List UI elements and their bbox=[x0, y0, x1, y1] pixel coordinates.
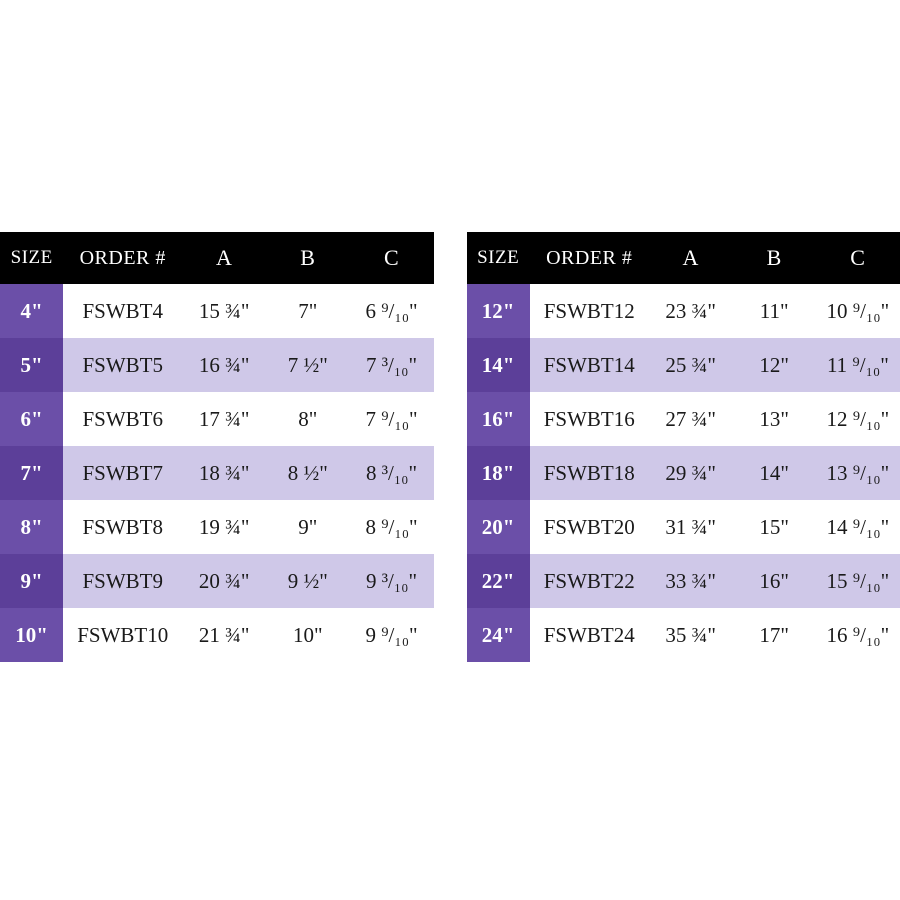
cell-dimension-c: 8 ³/₁₀" bbox=[350, 446, 434, 500]
cell-order-number: FSWBT6 bbox=[63, 392, 182, 446]
table-row bbox=[0, 338, 434, 392]
cell-dimension-b: 14" bbox=[733, 446, 816, 500]
cell-size: 8" bbox=[0, 500, 63, 554]
cell-dimension-c: 7 ³/₁₀" bbox=[350, 338, 434, 392]
cell-dimension-b: 9" bbox=[266, 500, 349, 554]
cell-order-number: FSWBT8 bbox=[63, 500, 182, 554]
cell-order-number: FSWBT9 bbox=[63, 554, 182, 608]
cell-order-number: FSWBT22 bbox=[530, 554, 649, 608]
cell-dimension-a: 25 ¾" bbox=[649, 338, 733, 392]
header-dimension-a: A bbox=[182, 232, 266, 284]
cell-order-number: FSWBT5 bbox=[63, 338, 182, 392]
cell-dimension-b: 13" bbox=[733, 392, 816, 446]
cell-dimension-c: 13 ⁹/₁₀" bbox=[816, 446, 900, 500]
cell-dimension-a: 29 ¾" bbox=[649, 446, 733, 500]
header-dimension-a: A bbox=[649, 232, 733, 284]
header-dimension-b: B bbox=[266, 232, 349, 284]
right-size-table bbox=[467, 232, 900, 662]
cell-dimension-b: 7 ½" bbox=[266, 338, 349, 392]
cell-dimension-c: 12 ⁹/₁₀" bbox=[816, 392, 900, 446]
cell-dimension-c: 16 ⁹/₁₀" bbox=[816, 608, 900, 662]
cell-size: 7" bbox=[0, 446, 63, 500]
cell-size: 9" bbox=[0, 554, 63, 608]
cell-size: 22" bbox=[467, 554, 530, 608]
cell-order-number: FSWBT16 bbox=[530, 392, 649, 446]
header-size: SIZE bbox=[0, 232, 63, 284]
table-row bbox=[0, 554, 434, 608]
cell-order-number: FSWBT20 bbox=[530, 500, 649, 554]
cell-size: 5" bbox=[0, 338, 63, 392]
table-row bbox=[467, 608, 900, 662]
cell-dimension-c: 15 ⁹/₁₀" bbox=[816, 554, 900, 608]
cell-dimension-b: 17" bbox=[733, 608, 816, 662]
right-table-body bbox=[467, 284, 900, 662]
cell-dimension-a: 33 ¾" bbox=[649, 554, 733, 608]
header-dimension-b: B bbox=[733, 232, 816, 284]
table-row bbox=[467, 446, 900, 500]
cell-dimension-c: 14 ⁹/₁₀" bbox=[816, 500, 900, 554]
table-header-row bbox=[467, 232, 900, 284]
cell-dimension-b: 9 ½" bbox=[266, 554, 349, 608]
cell-dimension-a: 23 ¾" bbox=[649, 284, 733, 338]
cell-dimension-b: 10" bbox=[266, 608, 349, 662]
cell-dimension-a: 19 ¾" bbox=[182, 500, 266, 554]
cell-dimension-a: 20 ¾" bbox=[182, 554, 266, 608]
header-order-number: ORDER # bbox=[63, 232, 182, 284]
cell-dimension-a: 27 ¾" bbox=[649, 392, 733, 446]
cell-dimension-c: 9 ³/₁₀" bbox=[350, 554, 434, 608]
cell-dimension-a: 15 ¾" bbox=[182, 284, 266, 338]
cell-dimension-c: 9 ⁹/₁₀" bbox=[350, 608, 434, 662]
cell-dimension-a: 18 ¾" bbox=[182, 446, 266, 500]
cell-dimension-a: 31 ¾" bbox=[649, 500, 733, 554]
cell-dimension-c: 8 ⁹/₁₀" bbox=[350, 500, 434, 554]
cell-dimension-a: 16 ¾" bbox=[182, 338, 266, 392]
cell-size: 20" bbox=[467, 500, 530, 554]
cell-dimension-c: 11 ⁹/₁₀" bbox=[816, 338, 900, 392]
cell-dimension-b: 15" bbox=[733, 500, 816, 554]
cell-size: 18" bbox=[467, 446, 530, 500]
cell-dimension-c: 6 ⁹/₁₀" bbox=[350, 284, 434, 338]
cell-order-number: FSWBT14 bbox=[530, 338, 649, 392]
table-row bbox=[0, 500, 434, 554]
cell-order-number: FSWBT24 bbox=[530, 608, 649, 662]
table-row bbox=[0, 392, 434, 446]
cell-dimension-a: 35 ¾" bbox=[649, 608, 733, 662]
cell-size: 6" bbox=[0, 392, 63, 446]
cell-order-number: FSWBT4 bbox=[63, 284, 182, 338]
table-row bbox=[467, 500, 900, 554]
cell-order-number: FSWBT10 bbox=[63, 608, 182, 662]
cell-size: 24" bbox=[467, 608, 530, 662]
table-row bbox=[0, 284, 434, 338]
table-row bbox=[467, 392, 900, 446]
cell-dimension-c: 10 ⁹/₁₀" bbox=[816, 284, 900, 338]
header-dimension-c: C bbox=[350, 232, 434, 284]
cell-dimension-b: 7" bbox=[266, 284, 349, 338]
header-dimension-c: C bbox=[816, 232, 900, 284]
cell-dimension-b: 16" bbox=[733, 554, 816, 608]
table-row bbox=[0, 608, 434, 662]
cell-dimension-a: 21 ¾" bbox=[182, 608, 266, 662]
cell-dimension-b: 8" bbox=[266, 392, 349, 446]
cell-dimension-b: 12" bbox=[733, 338, 816, 392]
cell-dimension-b: 11" bbox=[733, 284, 816, 338]
left-table-header bbox=[0, 232, 434, 284]
cell-size: 16" bbox=[467, 392, 530, 446]
cell-size: 4" bbox=[0, 284, 63, 338]
left-size-table bbox=[0, 232, 434, 662]
cell-order-number: FSWBT18 bbox=[530, 446, 649, 500]
cell-size: 14" bbox=[467, 338, 530, 392]
table-header-row bbox=[0, 232, 434, 284]
cell-size: 12" bbox=[467, 284, 530, 338]
right-table-header bbox=[467, 232, 900, 284]
cell-dimension-b: 8 ½" bbox=[266, 446, 349, 500]
size-chart-tables bbox=[0, 232, 900, 662]
cell-dimension-c: 7 ⁹/₁₀" bbox=[350, 392, 434, 446]
cell-dimension-a: 17 ¾" bbox=[182, 392, 266, 446]
table-row bbox=[467, 284, 900, 338]
cell-order-number: FSWBT7 bbox=[63, 446, 182, 500]
cell-order-number: FSWBT12 bbox=[530, 284, 649, 338]
table-row bbox=[0, 446, 434, 500]
table-row bbox=[467, 338, 900, 392]
header-order-number: ORDER # bbox=[530, 232, 649, 284]
cell-size: 10" bbox=[0, 608, 63, 662]
left-table-body bbox=[0, 284, 434, 662]
table-row bbox=[467, 554, 900, 608]
header-size: SIZE bbox=[467, 232, 530, 284]
